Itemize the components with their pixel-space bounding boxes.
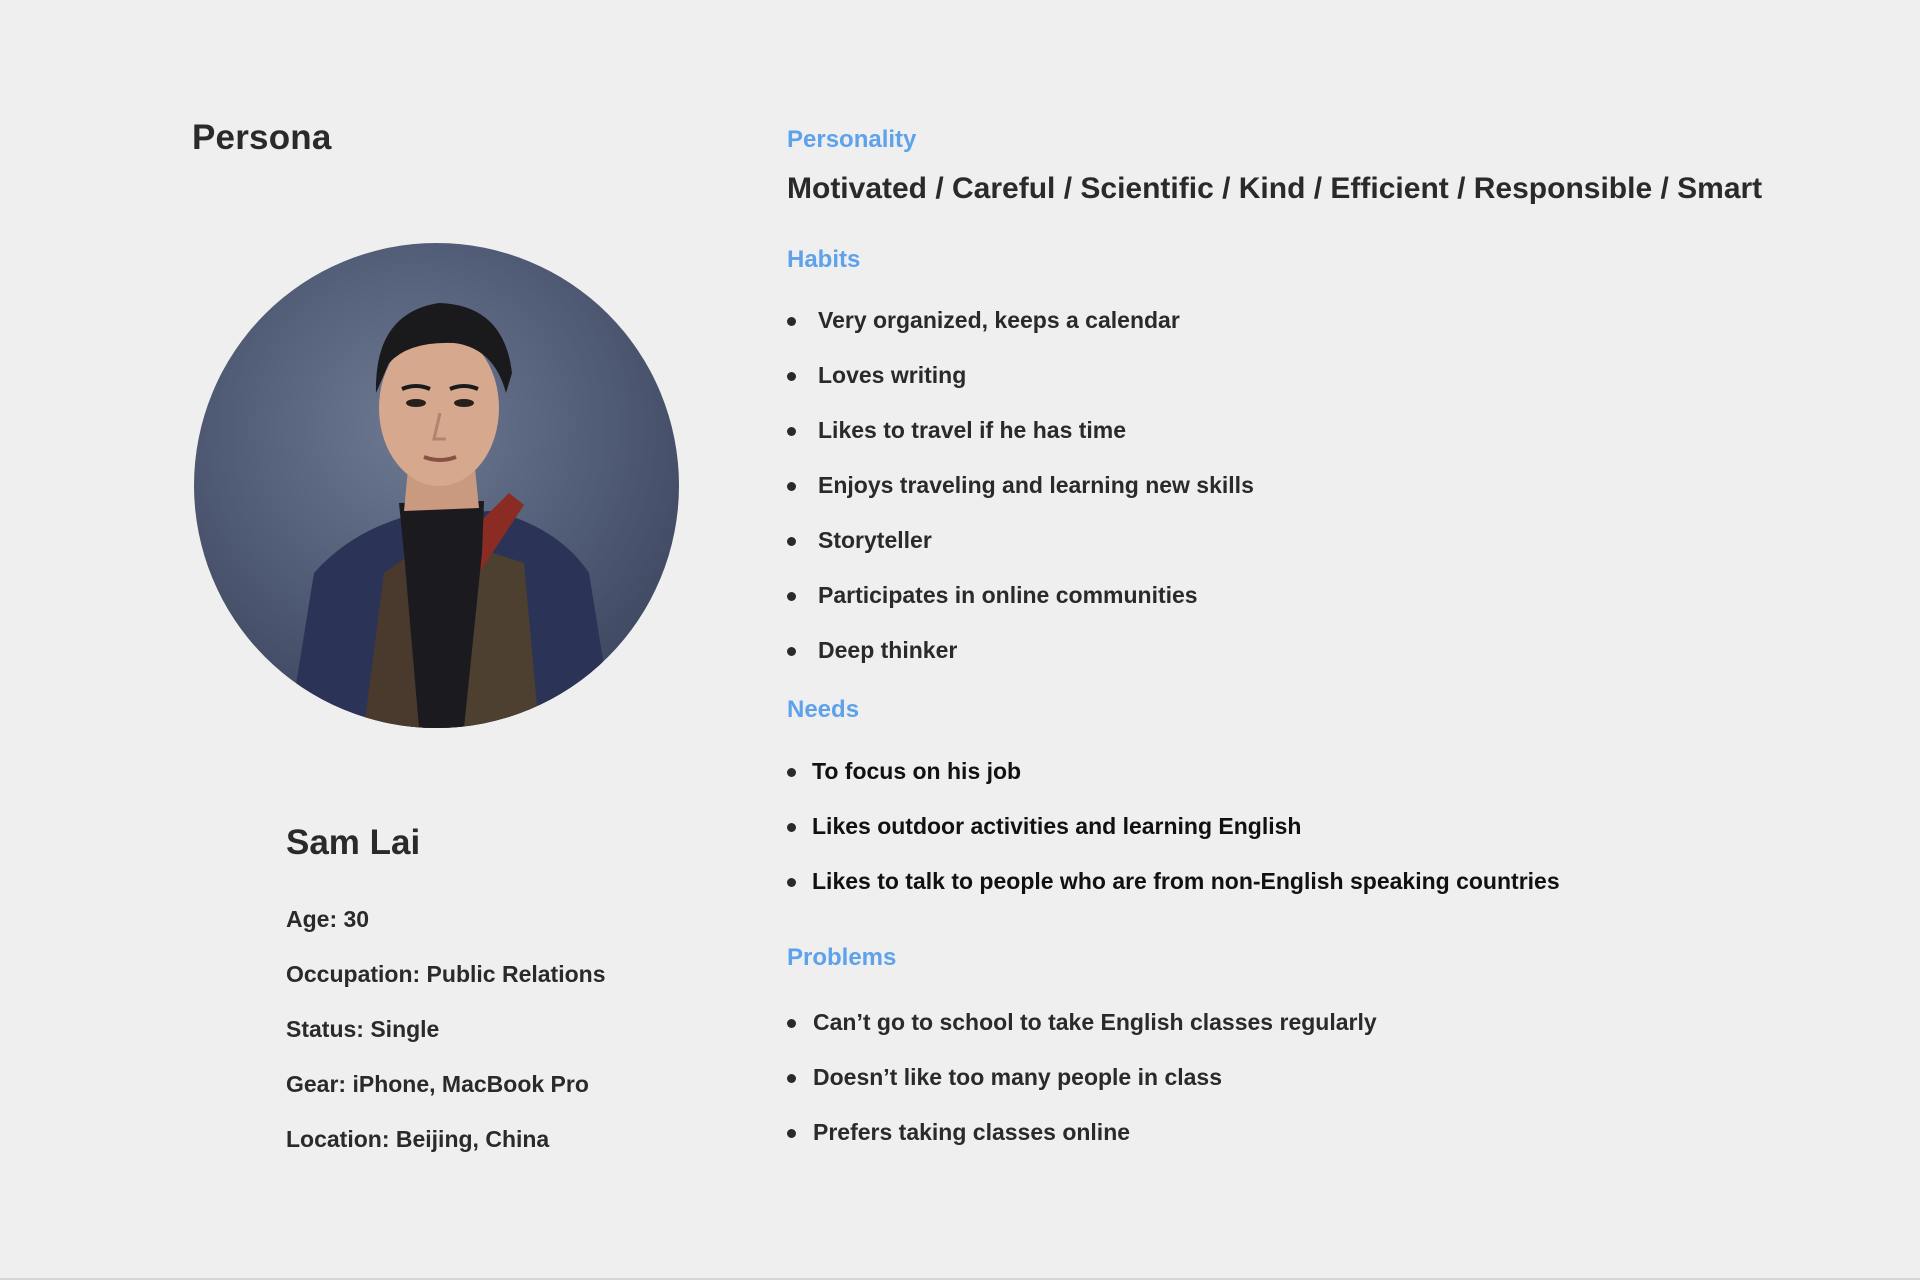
problems-list [787,1006,1377,1171]
list-item-text: Can’t go to school to take English classes regularly [813,1009,1377,1035]
profile-detail-occupation: Occupation: Public Relations [286,961,606,987]
bullet-icon [787,317,796,326]
list-item-text: Likes outdoor activities and learning English [812,813,1302,839]
bullet-icon [787,768,796,777]
bullet-icon [787,878,796,887]
list-item [787,524,1254,579]
list-item-text: Very organized, keeps a calendar [818,307,1180,333]
list-item [787,1006,1377,1061]
personality-traits: Motivated / Careful / Scientific / Kind / Efficient / Responsible / Smart [787,172,1763,205]
list-item-text: Loves writing [818,362,967,388]
list-item-text: Enjoys traveling and learning new skills [818,472,1254,498]
list-item [787,579,1254,634]
list-item [787,414,1254,469]
avatar-portrait-image [194,243,679,728]
list-item-text: Likes to talk to people who are from non-English speaking countries [812,868,1560,894]
profile-detail-status: Status: Single [286,1016,440,1042]
list-item-text: Participates in online communities [818,582,1198,608]
list-item-text: Deep thinker [818,637,958,663]
list-item [787,865,1560,920]
list-item-text: Prefers taking classes online [813,1119,1131,1145]
bullet-icon [787,1019,796,1028]
page-title: Persona [192,118,332,157]
bullet-icon [787,592,796,601]
list-item [787,304,1254,359]
profile-details [286,903,605,1178]
persona-name: Sam Lai [286,823,421,862]
profile-detail-gear: Gear: iPhone, MacBook Pro [286,1071,589,1097]
bullet-icon [787,482,796,491]
list-item [787,634,1254,689]
profile-detail-location: Location: Beijing, China [286,1126,550,1152]
personality-heading: Personality [787,126,917,153]
needs-heading: Needs [787,696,860,723]
bullet-icon [787,823,796,832]
list-item [787,755,1560,810]
list-item [787,359,1254,414]
bullet-icon [787,1074,796,1083]
bullet-icon [787,1129,796,1138]
bullet-icon [787,537,796,546]
bullet-icon [787,427,796,436]
avatar [194,243,679,728]
list-item-text: Storyteller [818,527,932,553]
list-item-text: To focus on his job [812,758,1022,784]
bullet-icon [787,647,796,656]
profile-detail-age: Age: 30 [286,906,370,932]
list-item [787,469,1254,524]
list-item [787,1061,1377,1116]
list-item-text: Likes to travel if he has time [818,417,1127,443]
list-item [787,810,1560,865]
habits-list [787,304,1254,689]
problems-heading: Problems [787,944,897,971]
list-item-text: Doesn’t like too many people in class [813,1064,1223,1090]
needs-list [787,755,1560,920]
habits-heading: Habits [787,246,861,273]
list-item [787,1116,1377,1171]
bullet-icon [787,372,796,381]
